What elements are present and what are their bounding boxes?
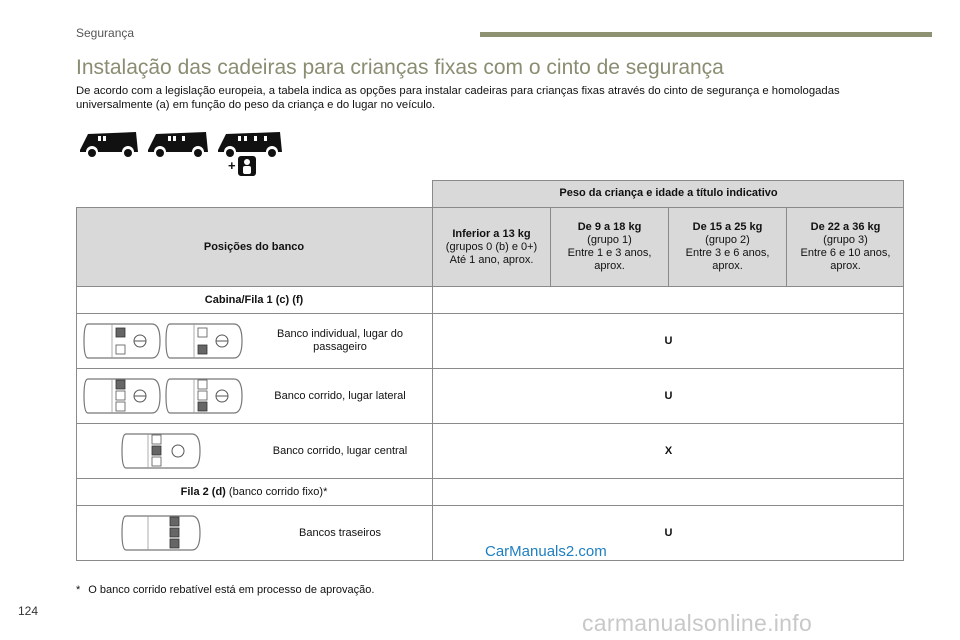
grid-line <box>76 478 904 479</box>
row-value-rear-seats: U <box>664 526 673 539</box>
header-bar <box>480 32 932 37</box>
seat-diagram-bench-side-alt-icon <box>164 375 244 417</box>
van-pictogram-icon <box>78 126 298 178</box>
positions-header: Posições do banco <box>76 208 432 286</box>
grid-line <box>76 560 904 561</box>
grid-line <box>76 207 77 561</box>
row-value-bench-center: X <box>664 444 673 457</box>
watermark-top: CarManuals2.com <box>485 543 607 560</box>
page-number: 124 <box>18 604 39 618</box>
grid-line <box>668 207 669 287</box>
seat-diagram-bench-side-icon <box>82 375 162 417</box>
row-label-individual-passenger: Banco individual, lugar do passageiro <box>277 328 403 353</box>
column-header-group-1: De 9 a 18 kg (grupo 1) Entre 1 e 3 anos, aprox. <box>551 208 668 286</box>
footnote-mark: * <box>76 584 81 596</box>
weight-header: Peso da criança e idade a título indicativo <box>433 180 904 207</box>
intro-paragraph: De acordo com a legislação europeia, a tabela indica as opções para instalar cadeiras para crianças fixas através do cinto de segurança e homologadas universalmente (a) em função do peso da criança e do lugar no veículo. <box>76 85 840 111</box>
footnote-text: O banco corrido rebatível está em processo de aprovação. <box>88 584 375 596</box>
row-value-bench-side: U <box>664 389 673 402</box>
column-header-group-3: De 22 a 36 kg (grupo 3) Entre 6 e 10 anos, aprox. <box>787 208 904 286</box>
grid-line <box>432 180 433 561</box>
watermark-bottom: carmanualsonline.info <box>582 610 813 636</box>
row-label-bench-side: Banco corrido, lugar lateral <box>274 389 406 402</box>
grid-line <box>76 368 904 369</box>
footnote <box>76 584 374 596</box>
grid-line <box>76 423 904 424</box>
grid-line <box>903 180 904 561</box>
child-seat-table <box>76 180 904 561</box>
page-title: Instalação das cadeiras para crianças fixas com o cinto de segurança <box>76 56 724 79</box>
grid-line <box>786 207 787 287</box>
grid-line <box>76 286 904 287</box>
grid-line <box>550 207 551 287</box>
column-header-group-0: Inferior a 13 kg (grupos 0 (b) e 0+) Até 1 ano, aprox. <box>433 208 550 286</box>
row-label-bench-center: Banco corrido, lugar central <box>272 444 408 457</box>
grid-line <box>432 180 904 181</box>
column-header-group-2: De 15 a 25 kg (grupo 2) Entre 3 e 6 anos, aprox. <box>669 208 786 286</box>
seat-diagram-passenger-alt-icon <box>164 320 244 362</box>
section-label: Segurança <box>76 26 135 40</box>
grid-line <box>76 505 904 506</box>
svg-text:+: + <box>228 158 236 173</box>
row-value-individual-passenger: U <box>664 334 673 347</box>
section-row2: Fila 2 (d) (banco corrido fixo)* <box>180 485 328 498</box>
seat-diagram-rear-seats-icon <box>120 512 204 554</box>
section-cabin-row1: Cabina/Fila 1 (c) (f) <box>204 293 304 306</box>
seat-diagram-passenger-icon <box>82 320 162 362</box>
grid-line <box>76 207 904 208</box>
grid-line <box>76 313 904 314</box>
row-label-rear-seats: Bancos traseiros <box>299 526 381 539</box>
seat-diagram-bench-center-icon <box>120 430 204 472</box>
